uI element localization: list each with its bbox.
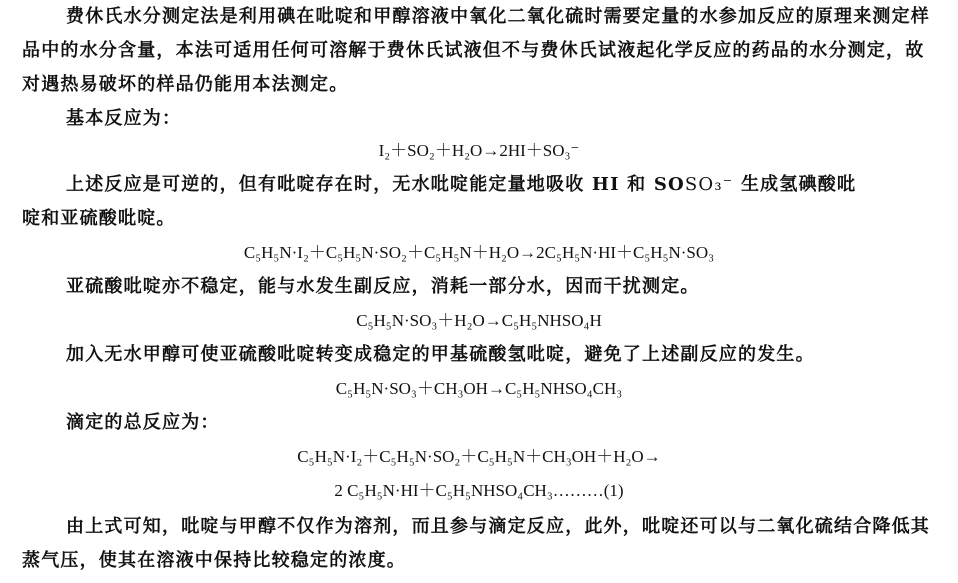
reversible-line-2: 啶和亚硫酸吡啶。	[22, 208, 176, 229]
equation-5-line-1: C₅H₅N·I₂＋C₅H₅N·SO₂＋C₅H₅N＋CH₃OH＋H₂O→	[297, 447, 661, 466]
methanol-text: 加入无水甲醇可使亚硫酸吡啶转变成稳定的甲基硫酸氢吡啶，避免了上述副反应的发生。	[66, 344, 815, 365]
reversible-line-1	[66, 170, 856, 196]
reversible-text-a: 上述反应是可逆的，但有吡啶存在时，无水吡啶能定量地吸收 HI 和 SO	[66, 174, 685, 195]
so3-inline-formula: SO₃⁻	[684, 174, 734, 195]
reversible-text-b: 生成氢碘酸吡	[733, 174, 857, 195]
equation-2: C₅H₅N·I₂＋C₅H₅N·SO₂＋C₅H₅N＋H₂O→2C₅H₅N·HI＋C₅H₅N·SO₃	[243, 243, 715, 262]
equation-3: C₅H₅N·SO₃＋H₂O→C₅H₅NHSO₄H	[356, 311, 602, 330]
side-reaction-text: 亚硫酸吡啶亦不稳定，能与水发生副反应，消耗一部分水，因而干扰测定。	[66, 276, 700, 297]
intro-paragraph: 费休氏水分测定法是利用碘在吡啶和甲醇溶液中氧化二氧化硫时需要定量的水参加反应的原理来测定样品中的水分含量，本法可适用任何可溶解于费休氏试液但不与费休氏试液起化学反应的药品的水分测定，故对遇热易破坏的样品仍能用本法测定。	[22, 6, 930, 95]
basic-reaction-label: 基本反应为：	[66, 108, 182, 129]
conclusion-paragraph: 由上式可知，吡啶与甲醇不仅作为溶剂，而且参与滴定反应，此外，吡啶还可以与二氧化硫结合降低其蒸气压，使其在溶液中保持比较稳定的浓度。	[22, 516, 930, 571]
equation-1: I₂＋SO₂＋H₂O→2HI＋SO₃⁻	[378, 141, 580, 160]
equation-4: C₅H₅N·SO₃＋CH₃OH→C₅H₅NHSO₄CH₃	[335, 379, 623, 398]
total-reaction-label: 滴定的总反应为：	[66, 412, 220, 433]
equation-5-line-2: 2 C₅H₅N·HI＋C₅H₅NHSO₄CH₃………(1)	[334, 481, 624, 500]
